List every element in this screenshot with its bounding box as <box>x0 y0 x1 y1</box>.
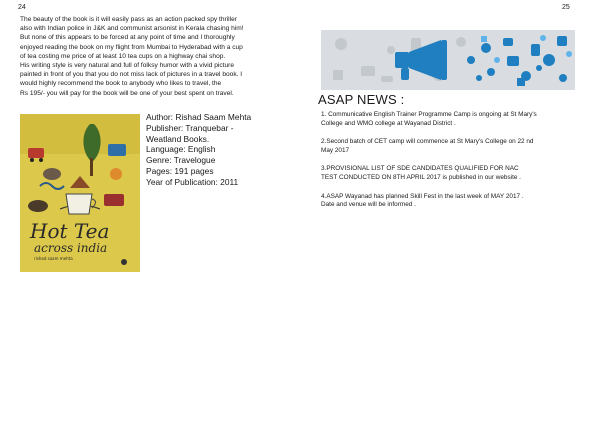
news-item <box>321 138 579 155</box>
news-line: 3.PROVISIONAL LIST OF SDE CANDIDATES QUALIFIED FOR NAC <box>321 165 519 173</box>
review-line: enjoyed reading the book on my flight from Mumbai to Hyderabad with a cup <box>20 43 243 51</box>
book-details <box>146 112 251 188</box>
news-line: 4.ASAP Wayanad has planned Skill Fest in the last week of MAY 2017 . <box>321 192 524 200</box>
cover-author: rishad saam mehta <box>34 256 73 261</box>
review-line: The beauty of the book is it will easily pass as an action packed spy thriller <box>20 16 237 23</box>
review-line: His writing style is very natural and full of folksy humor with a vivid picture <box>20 62 235 70</box>
page-number-right: 25 <box>562 4 570 11</box>
review-line: also with Indian police in J&K and communist arsonist in Kerala chasing him! <box>20 25 244 33</box>
page-number-left: 24 <box>18 4 26 11</box>
cover-title: Hot Tea <box>30 219 110 243</box>
review-line: would highly recommend the book to anybody who likes to travel, the <box>20 80 222 88</box>
book-genre: Genre: Travelogue <box>146 155 216 166</box>
news-item <box>321 193 579 210</box>
news-line: Date and venue will be informed . <box>321 201 416 209</box>
news-line: TEST CONDUCTED ON 8TH APRIL 2017 is published in our website . <box>321 173 521 181</box>
review-line: painted in front of you that you do not miss lack of pictures in a travel book. I <box>20 71 243 79</box>
book-review-text <box>20 15 288 98</box>
book-language: Language: English <box>146 144 216 155</box>
book-pages: Pages: 191 pages <box>146 165 214 176</box>
review-line: of tea costing me price of at least 10 tea cups on a highway chai shop. <box>20 52 226 60</box>
news-line: 1. Communicative English Trainer Programme Camp is ongoing at St Mary's <box>321 111 537 118</box>
cover-subtitle: across india <box>34 241 108 255</box>
news-banner-image <box>321 30 575 90</box>
review-line: Rs 195/- you will pay for the book will be one of your best spent on travel. <box>20 89 234 97</box>
news-line: College and WMO college at Wayanad District . <box>321 119 456 127</box>
book-year: Year of Publication: 2011 <box>146 176 239 187</box>
news-list <box>321 111 579 220</box>
book-publisher-cont: Weatland Books. <box>146 133 210 144</box>
news-line: 2.Second batch of CET camp will commence at St Mary's College on 22 nd <box>321 138 534 146</box>
book-cover-image <box>20 114 140 272</box>
book-publisher: Publisher: Tranquebar - <box>146 122 234 133</box>
news-item <box>321 111 579 128</box>
book-author: Author: Rishad Saam Mehta <box>146 112 252 122</box>
news-title: ASAP NEWS : <box>318 92 405 107</box>
news-line: May 2017 <box>321 146 350 154</box>
review-line: But none of this appears to be forced at any point of time and I thoroughly <box>20 34 235 42</box>
news-item <box>321 165 579 182</box>
